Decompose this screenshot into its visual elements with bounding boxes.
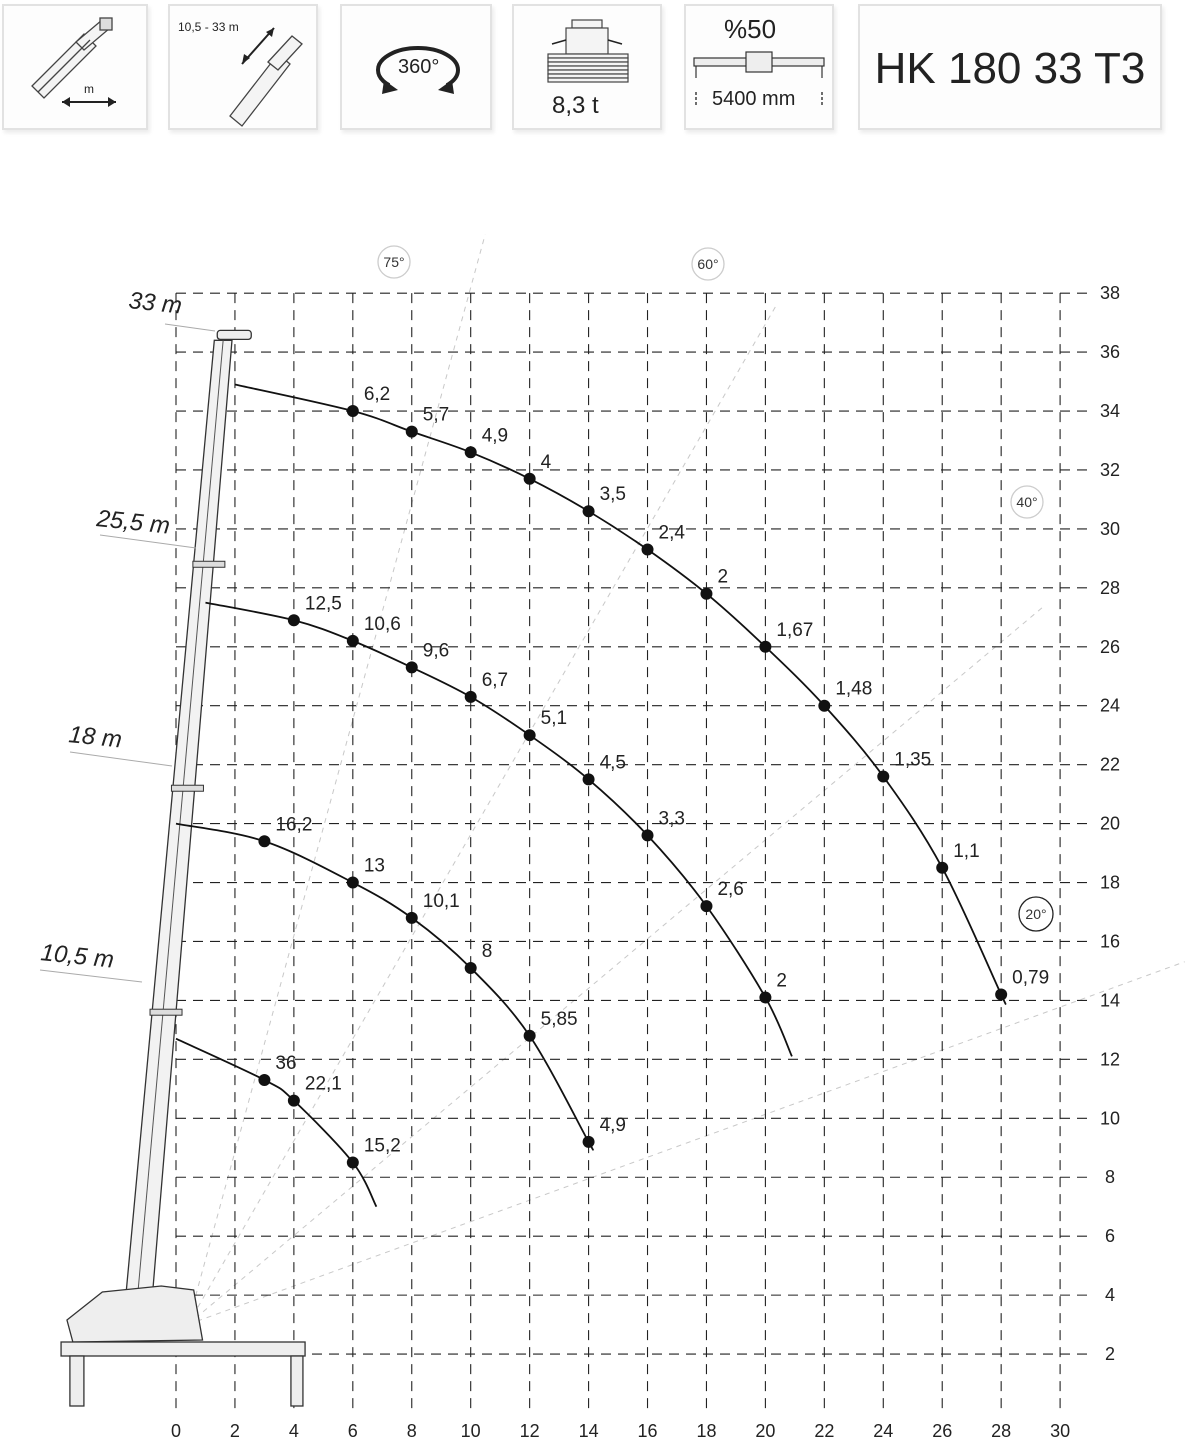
- rotation-label: 360°: [398, 56, 440, 78]
- load-point: [700, 588, 712, 600]
- crane-turret: [67, 1286, 203, 1342]
- boom-inner-line: [138, 340, 223, 1295]
- load-point: [936, 862, 948, 874]
- x-tick-label: 2: [229, 1421, 240, 1439]
- load-value-label: 13: [363, 855, 385, 877]
- boom-length-label: 33 m: [127, 287, 184, 320]
- load-point: [759, 641, 771, 653]
- load-point: [406, 661, 418, 673]
- load-value-label: 5,85: [540, 1008, 578, 1030]
- boom-joint: [150, 1009, 182, 1015]
- load-value-label: 6,7: [481, 669, 509, 691]
- x-tick-label: 4: [288, 1421, 299, 1439]
- load-value-label: 4,5: [599, 752, 627, 774]
- y-tick-label: 36: [1099, 342, 1121, 363]
- x-tick-label: 26: [932, 1421, 953, 1439]
- y-tick-label: 34: [1099, 401, 1121, 422]
- load-value-label: 8: [481, 941, 493, 963]
- load-point: [877, 770, 889, 782]
- boom-leader-line: [40, 970, 142, 982]
- y-tick-label: 2: [1104, 1344, 1116, 1365]
- boom-leader-line: [70, 752, 172, 766]
- boom-leader-line: [165, 324, 215, 331]
- crane-drawing: [61, 330, 305, 1406]
- weight-label: 8,3 t: [552, 92, 599, 119]
- y-tick-label: 24: [1099, 695, 1121, 716]
- load-value-label: 4: [540, 451, 552, 473]
- x-tick-label: 8: [406, 1421, 417, 1439]
- reach-range-label: 10,5 - 33 m: [178, 20, 239, 34]
- x-tick-label: 20: [755, 1421, 776, 1439]
- load-value-label: 5,1: [540, 708, 568, 730]
- y-tick-label: 12: [1099, 1049, 1121, 1070]
- x-tick-label: 14: [578, 1421, 599, 1439]
- load-point: [642, 544, 654, 556]
- load-value-label: 6,2: [363, 384, 391, 406]
- outrigger-right: [291, 1356, 303, 1406]
- load-value-label: 10,6: [363, 613, 401, 635]
- boom-length-label: 10,5 m: [39, 939, 116, 974]
- load-point: [759, 991, 771, 1003]
- load-point: [347, 405, 359, 417]
- angle-label: 20°: [1025, 906, 1047, 922]
- x-tick-label: 6: [347, 1421, 358, 1439]
- x-tick-label: 22: [814, 1421, 835, 1439]
- load-value-label: 3,3: [658, 808, 685, 830]
- load-value-label: 9,6: [422, 640, 450, 662]
- boom-length-label: 18 m: [67, 721, 124, 754]
- y-tick-label: 10: [1099, 1108, 1121, 1129]
- boom-section: [126, 340, 232, 1295]
- load-value-label: 2: [776, 970, 787, 992]
- load-point: [288, 614, 300, 626]
- load-point: [465, 962, 477, 974]
- load-point: [524, 1030, 536, 1042]
- load-point: [818, 700, 830, 712]
- load-value-label: 0,79: [1012, 967, 1050, 989]
- load-value-label: 16,2: [275, 814, 313, 836]
- y-tick-label: 20: [1099, 813, 1121, 834]
- x-tick-label: 28: [991, 1421, 1012, 1439]
- load-value-label: 1,35: [894, 749, 932, 771]
- x-tick-label: 12: [519, 1421, 540, 1439]
- y-tick-label: 8: [1104, 1167, 1116, 1188]
- load-value-label: 22,1: [304, 1073, 342, 1095]
- load-point: [642, 829, 654, 841]
- angle-label: 75°: [383, 254, 405, 270]
- angle-label: 60°: [697, 256, 719, 272]
- angle-ray: [188, 605, 1046, 1325]
- load-point: [700, 900, 712, 912]
- load-value-label: 2: [717, 566, 729, 588]
- y-tick-label: 28: [1099, 577, 1121, 598]
- load-point: [347, 1157, 359, 1169]
- boom-head: [217, 330, 251, 339]
- load-point: [465, 691, 477, 703]
- outrigger-percent: %50: [724, 14, 777, 44]
- y-tick-label: 16: [1099, 931, 1121, 952]
- model-name: HK 180 33 T3: [874, 44, 1146, 93]
- angle-badges: [378, 246, 1053, 931]
- y-tick-label: 22: [1099, 754, 1121, 775]
- angle-rays: [188, 234, 1185, 1324]
- y-tick-label: 26: [1099, 636, 1121, 657]
- y-tick-label: 14: [1099, 990, 1121, 1011]
- load-point: [995, 989, 1007, 1001]
- x-tick-label: 0: [170, 1421, 182, 1439]
- load-value-label: 2,4: [658, 522, 685, 544]
- load-value-label: 36: [275, 1052, 297, 1074]
- load-point: [406, 912, 418, 924]
- y-tick-label: 18: [1099, 872, 1121, 893]
- load-value-label: 4,9: [481, 425, 509, 447]
- x-tick-label: 18: [696, 1421, 717, 1439]
- angle-ray: [188, 234, 485, 1324]
- load-value-label: 4,9: [599, 1114, 627, 1136]
- y-tick-label: 6: [1104, 1226, 1116, 1247]
- load-point: [288, 1095, 300, 1107]
- outrigger-span: 5400 mm: [712, 88, 796, 110]
- load-value-label: 15,2: [363, 1135, 401, 1157]
- y-tick-label: 32: [1099, 459, 1121, 480]
- angle-ray: [188, 962, 1185, 1325]
- load-point: [258, 835, 270, 847]
- y-tick-label: 38: [1099, 283, 1121, 304]
- x-tick-label: 10: [460, 1421, 481, 1439]
- x-tick-label: 30: [1050, 1421, 1071, 1439]
- boom-joint: [193, 561, 225, 567]
- load-value-label: 1,48: [835, 678, 873, 700]
- load-point: [524, 473, 536, 485]
- load-point: [347, 635, 359, 647]
- load-value-label: 1,67: [776, 619, 814, 641]
- load-value-label: 10,1: [422, 890, 460, 912]
- load-point: [583, 1136, 595, 1148]
- load-value-label: 5,7: [422, 404, 450, 426]
- reach-unit-label: m: [84, 82, 94, 96]
- load-point: [583, 505, 595, 517]
- load-point: [258, 1074, 270, 1086]
- load-value-label: 2,6: [717, 879, 744, 901]
- y-tick-label: 4: [1104, 1285, 1116, 1306]
- load-point: [583, 773, 595, 785]
- angle-label: 40°: [1016, 494, 1038, 510]
- boom-length-label: 25,5 m: [95, 505, 172, 540]
- load-value-label: 3,5: [599, 484, 627, 506]
- load-point: [406, 426, 418, 438]
- load-point: [524, 729, 536, 741]
- load-value-label: 1,1: [953, 840, 980, 862]
- load-curves: [176, 384, 1049, 1207]
- outrigger-left: [70, 1356, 84, 1406]
- load-value-label: 12,5: [304, 593, 342, 615]
- load-point: [347, 877, 359, 889]
- x-tick-label: 24: [873, 1421, 894, 1439]
- boom-joint: [171, 785, 203, 791]
- load-point: [465, 446, 477, 458]
- x-tick-label: 16: [637, 1421, 658, 1439]
- y-tick-label: 30: [1099, 518, 1121, 539]
- load-curve: [235, 384, 1006, 1003]
- crane-chassis: [61, 1342, 305, 1356]
